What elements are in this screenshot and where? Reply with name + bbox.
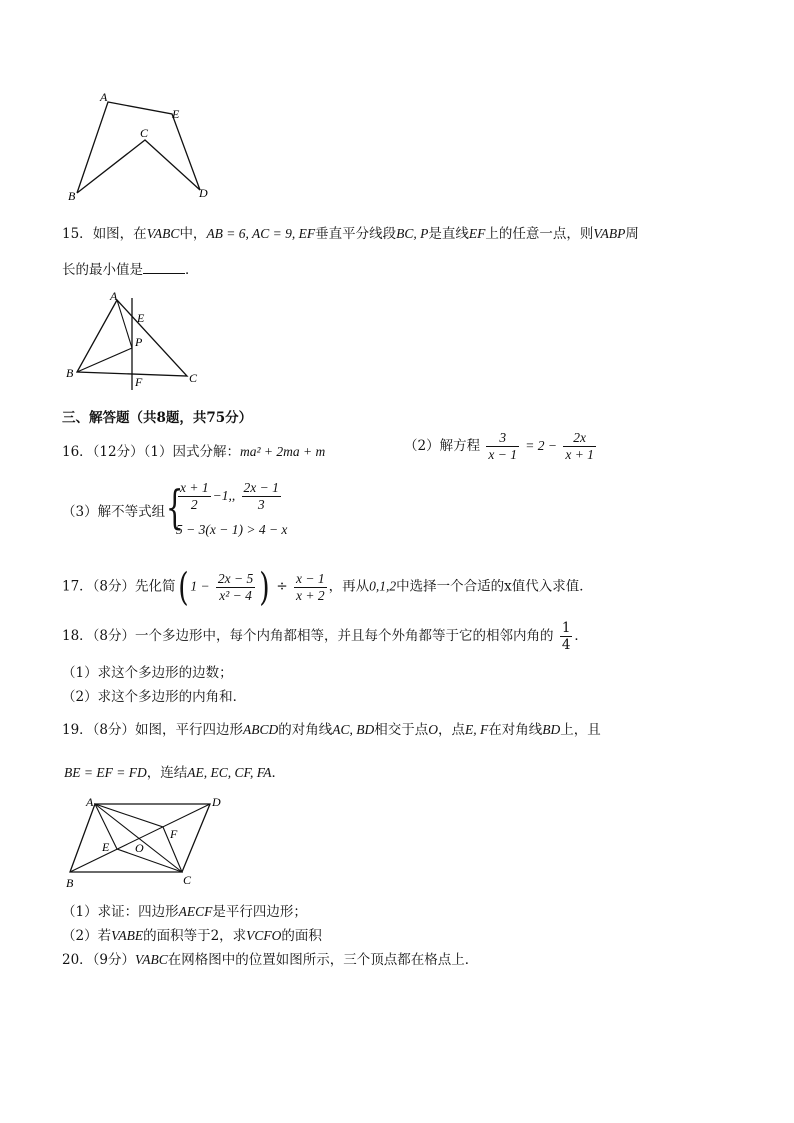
q18: 18．（8分）一个多边形中，每个内角都相等，并且每个外角都等于它的相邻内角的 $\frac{1}{4}$ ． bbox=[62, 620, 588, 653]
figure-top bbox=[60, 90, 220, 205]
answer-blank[interactable] bbox=[143, 261, 185, 274]
q18-sub1: （1）求这个多边形的边数； bbox=[62, 665, 233, 681]
label-B: B bbox=[66, 876, 74, 890]
label-C: C bbox=[140, 126, 149, 140]
figure-q15 bbox=[62, 290, 212, 390]
q16-line1: 16．（12分）（1）因式分解：ma² + 2ma + m bbox=[62, 444, 326, 460]
label-F: F bbox=[170, 827, 178, 841]
q17: 17．（8分）先化简( 1 − $\frac{2x - 5}{\text{x² − 4}}$ ) ÷ $\frac{x - 1}{x + 2}$ ，再从0,1,2中选择一个合适的x值代入求值． bbox=[62, 565, 593, 609]
q19-sub2: （2）若VABE的面积等于2，求VCFO的面积 bbox=[62, 928, 322, 944]
label-A: A bbox=[110, 290, 118, 303]
label-C: C bbox=[183, 873, 192, 887]
label-E: E bbox=[137, 311, 145, 325]
q19-line1: 19．（8分）如图，平行四边形ABCD的对角线AC, BD相交于点O，点E, F在对角线BD上，且 bbox=[62, 722, 601, 738]
label-A: A bbox=[86, 795, 94, 809]
q16-part2: （2）解方程 $\frac{3}{x - 1}$ = 2 − $\frac{2x}{x + 1}$ bbox=[404, 430, 594, 462]
q15-line2: 长的最小值是 ． bbox=[62, 262, 199, 278]
q15-line1: 15．如图，在VABC中，AB = 6, AC = 9, EF垂直平分线段BC, P是直线EF上的任意一点，则VABP周 bbox=[62, 226, 639, 242]
label-D: D bbox=[199, 186, 208, 200]
label-A: A bbox=[100, 90, 108, 104]
q19-line2: BE = EF = FD，连结AE, EC, CF, FA． bbox=[64, 765, 285, 781]
q19-sub1: （1）求证：四边形AECF是平行四边形； bbox=[62, 904, 307, 920]
q20: 20．（9分）VABC在网格图中的位置如图所示，三个顶点都在格点上． bbox=[62, 952, 479, 968]
q18-sub2: （2）求这个多边形的内角和． bbox=[62, 689, 247, 705]
label-B: B bbox=[66, 366, 74, 380]
label-C: C bbox=[189, 371, 198, 385]
label-O: O bbox=[135, 841, 144, 855]
label-E: E bbox=[172, 107, 180, 121]
label-B: B bbox=[68, 189, 76, 203]
section-title: 三、解答题（共8题，共75分） bbox=[62, 410, 253, 426]
q16-part3: （3）解不等式组 bbox=[62, 504, 166, 520]
label-P: P bbox=[135, 335, 143, 349]
label-F: F bbox=[135, 375, 143, 389]
label-E: E bbox=[102, 840, 110, 854]
figure-q19 bbox=[62, 794, 232, 894]
label-D: D bbox=[212, 795, 221, 809]
